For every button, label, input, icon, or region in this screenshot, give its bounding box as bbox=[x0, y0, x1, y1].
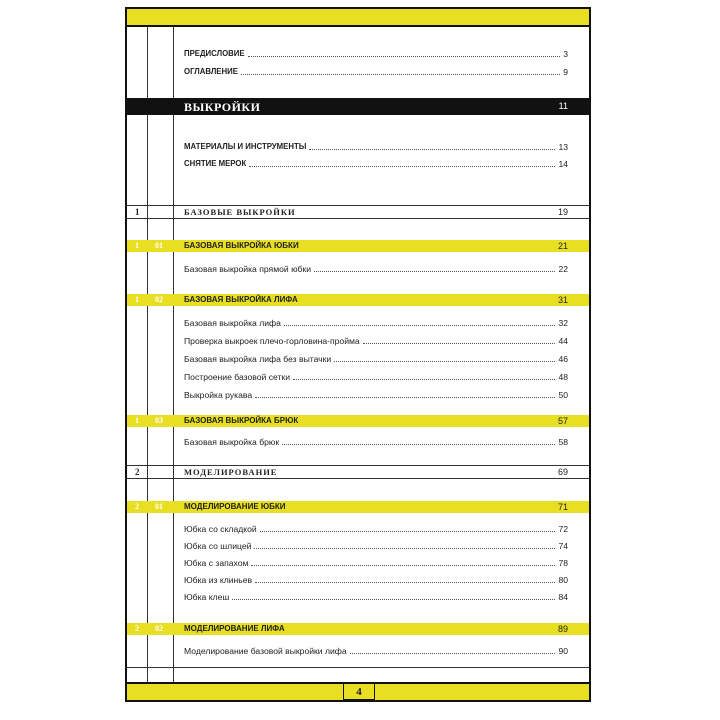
toc-entry-page: 78 bbox=[558, 558, 568, 568]
toc-entry-page: 80 bbox=[558, 575, 568, 585]
toc-entry-page: 22 bbox=[558, 264, 568, 274]
leader-dots bbox=[363, 343, 556, 344]
toc-entry-title: Базовая выкройка брюк bbox=[184, 437, 280, 447]
section-title: МОДЕЛИРОВАНИЕ ЛИФА bbox=[184, 624, 285, 633]
leader-dots bbox=[350, 653, 556, 654]
leader-dots bbox=[248, 56, 561, 57]
toc-entry-title: Юбка из клиньев bbox=[184, 575, 253, 585]
toc-entry[interactable] bbox=[184, 537, 568, 551]
section-heading[interactable] bbox=[127, 294, 589, 306]
toc-entry[interactable] bbox=[184, 138, 568, 152]
part-page: 11 bbox=[558, 101, 568, 111]
section-heading[interactable] bbox=[127, 240, 589, 252]
section-page: 21 bbox=[557, 241, 568, 251]
toc-entry[interactable] bbox=[184, 350, 568, 364]
toc-entry-page: 14 bbox=[558, 159, 568, 169]
leader-dots bbox=[255, 582, 555, 583]
toc-page bbox=[125, 7, 591, 702]
section-number: 02 bbox=[155, 295, 163, 304]
leader-dots bbox=[251, 565, 555, 566]
top-yellow-band bbox=[127, 9, 589, 27]
toc-entry[interactable] bbox=[184, 520, 568, 534]
toc-entry[interactable] bbox=[184, 554, 568, 568]
part-title: ВЫКРОЙКИ bbox=[184, 100, 261, 114]
bottom-rule bbox=[127, 667, 589, 668]
section-heading[interactable] bbox=[127, 623, 589, 635]
section-chapter-number: 1 bbox=[135, 241, 139, 250]
section-title: МОДЕЛИРОВАНИЕ ЮБКИ bbox=[184, 502, 286, 511]
toc-entry-title: Юбка с запахом bbox=[184, 558, 249, 568]
column-divider-left bbox=[147, 27, 148, 682]
section-page: 71 bbox=[557, 502, 568, 512]
chapter-number: 1 bbox=[135, 207, 140, 217]
toc-entry-page: 84 bbox=[558, 592, 568, 602]
toc-entry-page: 9 bbox=[563, 67, 568, 77]
column-divider-right bbox=[173, 27, 174, 682]
leader-dots bbox=[314, 271, 555, 272]
leader-dots bbox=[249, 166, 555, 167]
toc-entry[interactable] bbox=[184, 314, 568, 328]
toc-entry-title: Проверка выкроек плечо-горловина-пройма bbox=[184, 336, 360, 346]
toc-entry-title: Построение базовой сетки bbox=[184, 372, 290, 382]
section-chapter-number: 1 bbox=[135, 416, 139, 425]
toc-entry-title: Юбка клеш bbox=[184, 592, 230, 602]
section-page: 89 bbox=[557, 624, 568, 634]
bottom-yellow-band bbox=[127, 682, 589, 700]
section-number: 01 bbox=[155, 502, 163, 511]
chapter-number: 2 bbox=[135, 467, 140, 477]
section-heading[interactable] bbox=[127, 415, 589, 427]
chapter-heading[interactable] bbox=[127, 205, 589, 219]
leader-dots bbox=[284, 325, 556, 326]
leader-dots bbox=[293, 379, 555, 380]
toc-entry[interactable] bbox=[184, 368, 568, 382]
toc-entry-title: Базовая выкройка лифа без вытачки bbox=[184, 354, 332, 364]
page-number: 4 bbox=[343, 683, 375, 700]
section-page: 31 bbox=[557, 295, 568, 305]
leader-dots bbox=[282, 444, 555, 445]
section-chapter-number: 1 bbox=[135, 295, 139, 304]
section-number: 02 bbox=[155, 624, 163, 633]
section-number: 01 bbox=[155, 241, 163, 250]
leader-dots bbox=[241, 74, 560, 75]
toc-entry-title: МАТЕРИАЛЫ И ИНСТРУМЕНТЫ bbox=[184, 142, 307, 151]
toc-entry[interactable] bbox=[184, 45, 568, 59]
leader-dots bbox=[334, 361, 555, 362]
section-title: БАЗОВАЯ ВЫКРОЙКА ЛИФА bbox=[184, 295, 298, 304]
toc-entry[interactable] bbox=[184, 386, 568, 400]
chapter-heading[interactable] bbox=[127, 465, 589, 479]
toc-entry[interactable] bbox=[184, 155, 568, 169]
section-title: БАЗОВАЯ ВЫКРОЙКА БРЮК bbox=[184, 416, 299, 425]
toc-entry-title: СНЯТИЕ МЕРОК bbox=[184, 159, 247, 168]
part-heading[interactable] bbox=[127, 98, 589, 115]
toc-entry-page: 32 bbox=[558, 318, 568, 328]
leader-dots bbox=[309, 149, 555, 150]
toc-entry-page: 58 bbox=[558, 437, 568, 447]
section-number: 03 bbox=[155, 416, 163, 425]
chapter-page: 69 bbox=[557, 467, 568, 477]
toc-entry-page: 74 bbox=[558, 541, 568, 551]
toc-entry-page: 44 bbox=[558, 336, 568, 346]
toc-entry-page: 90 bbox=[558, 646, 568, 656]
toc-entry-title: Моделирование базовой выкройки лифа bbox=[184, 646, 347, 656]
toc-entry-title: Выкройка рукава bbox=[184, 390, 253, 400]
toc-entry-title: Юбка со складкой bbox=[184, 524, 257, 534]
toc-entry-page: 48 bbox=[558, 372, 568, 382]
chapter-page: 19 bbox=[557, 207, 568, 217]
toc-entry-page: 13 bbox=[558, 142, 568, 152]
section-heading[interactable] bbox=[127, 501, 589, 513]
toc-entry[interactable] bbox=[184, 260, 568, 274]
toc-entry-page: 50 bbox=[558, 390, 568, 400]
toc-entry-title: Базовая выкройка лифа bbox=[184, 318, 281, 328]
leader-dots bbox=[232, 599, 555, 600]
toc-entry[interactable] bbox=[184, 642, 568, 656]
leader-dots bbox=[260, 531, 556, 532]
toc-entry-title: Базовая выкройка прямой юбки bbox=[184, 264, 312, 274]
leader-dots bbox=[254, 548, 555, 549]
chapter-title: МОДЕЛИРОВАНИЕ bbox=[184, 467, 278, 477]
toc-entry[interactable] bbox=[184, 433, 568, 447]
toc-entry-title: Юбка со шлицей bbox=[184, 541, 252, 551]
section-page: 57 bbox=[557, 416, 568, 426]
toc-entry-page: 72 bbox=[558, 524, 568, 534]
section-title: БАЗОВАЯ ВЫКРОЙКА ЮБКИ bbox=[184, 241, 299, 250]
chapter-title: БАЗОВЫЕ ВЫКРОЙКИ bbox=[184, 207, 296, 217]
toc-entry-title: ПРЕДИСЛОВИЕ bbox=[184, 49, 245, 58]
section-chapter-number: 2 bbox=[135, 502, 139, 511]
toc-entry-page: 46 bbox=[558, 354, 568, 364]
toc-entry[interactable] bbox=[184, 332, 568, 346]
section-chapter-number: 2 bbox=[135, 624, 139, 633]
toc-entry[interactable] bbox=[184, 63, 568, 77]
leader-dots bbox=[255, 397, 555, 398]
toc-entry[interactable] bbox=[184, 571, 568, 585]
toc-entry-title: ОГЛАВЛЕНИЕ bbox=[184, 67, 238, 76]
toc-entry-page: 3 bbox=[563, 49, 568, 59]
toc-entry[interactable] bbox=[184, 588, 568, 602]
